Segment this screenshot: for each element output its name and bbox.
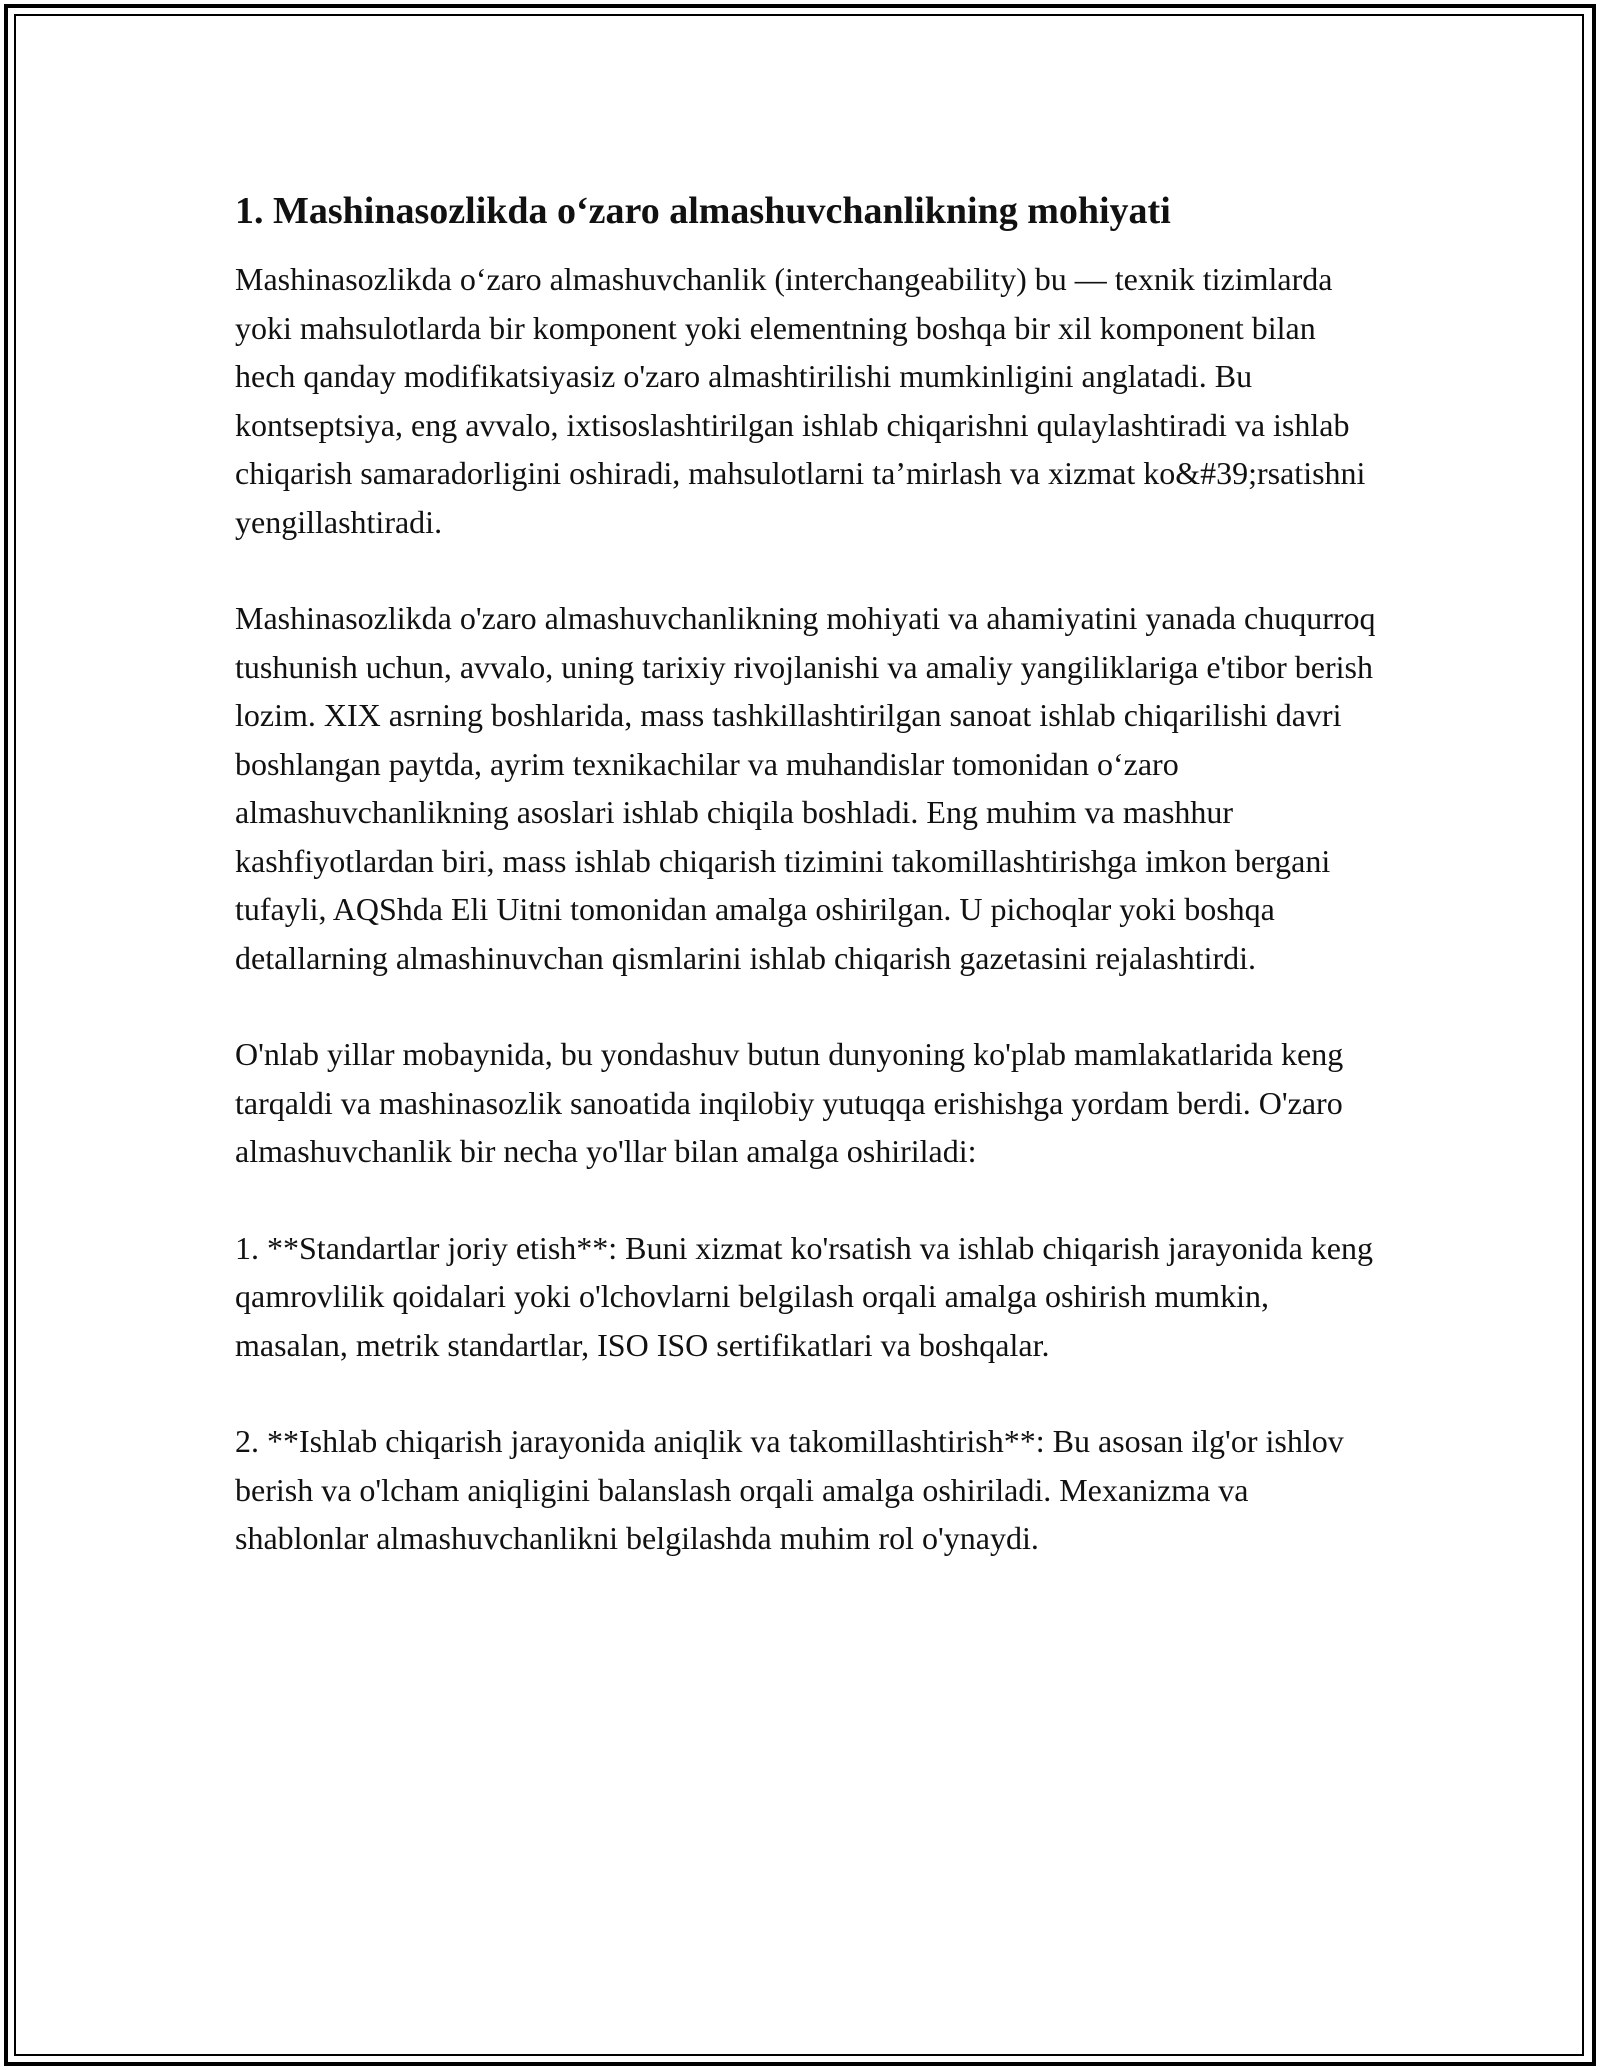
paragraph-history: Mashinasozlikda o'zaro almashuvchanlikning mohiyati va ahamiyatini yanada chuqurroq tushunish uchun, avvalo, uning tarixiy rivojlanishi va amaliy yangiliklariga e'tibor berish lozim. XIX asrning boshlarida, mass tashkillashtirilgan sanoat ishlab chiqarilishi davri boshlangan paytda, ayrim texnikachilar va muhandislar tomonidan o‘zaro almashuvchanlikning asoslari ishlab chiqila boshladi. Eng muhim va mashhur kashfiyotlardan biri, mass ishlab chiqarish tizimini takomillashtirishga imkon bergani tufayli, AQShda Eli Uitni tomonidan amalga oshirilgan. U pichoqlar yoki boshqa detallarning almashinuvchan qismlarini ishlab chiqarish gazetasini rejalashtirdi. [235,600,1376,976]
paragraph-method-2: 2. **Ishlab chiqarish jarayonida aniqlik va takomillashtirish**: Bu asosan ilg'or ishlov berish va o'lcham aniqligini balanslash orqali amalga oshiriladi. Mexanizma va shablonlar almashuvchanlikni belgilashda muhim rol o'ynaydi. [235,1423,1344,1556]
paragraph-method-1: 1. **Standartlar joriy etish**: Buni xizmat ko'rsatish va ishlab chiqarish jarayonida keng qamrovlilik qoidalari yoki o'lchovlarni belgilash orqali amalga oshirish mumkin, masalan, metrik standartlar, ISO ISO sertifikatlari va boshqalar. [235,1229,1373,1363]
document-body [235,185,1380,1611]
section-title: 1. Mashinasozlikda o‘zaro almashuvchanlikning mohiyati [235,190,1171,232]
paragraph-methods-intro: O'nlab yillar mobaynida, bu yondashuv butun dunyoning ko'plab mamlakatlarida keng tarqaldi va mashinasozlik sanoatida inqilobiy yutuqqa erishishga yordam berdi. O'zaro almashuvchanlik bir necha yo'llar bilan amalga oshiriladi: [235,1036,1344,1169]
paragraph-intro: Mashinasozlikda o‘zaro almashuvchanlik (interchangeability) bu — texnik tizimlarda yoki mahsulotlarda bir komponent yoki elementning boshqa bir xil komponent bilan hech qanday modifikatsiyasiz o'zaro almashtirilishi mumkinligini anglatadi. Bu kontseptsiya, eng avvalo, ixtisoslashtirilgan ishlab chiqarishni qulaylashtiradi va ishlab chiqarish samaradorligini oshiradi, mahsulotlarni ta’mirlash va xizmat ko&#39;rsatishni yengillashtiradi. [235,261,1366,540]
